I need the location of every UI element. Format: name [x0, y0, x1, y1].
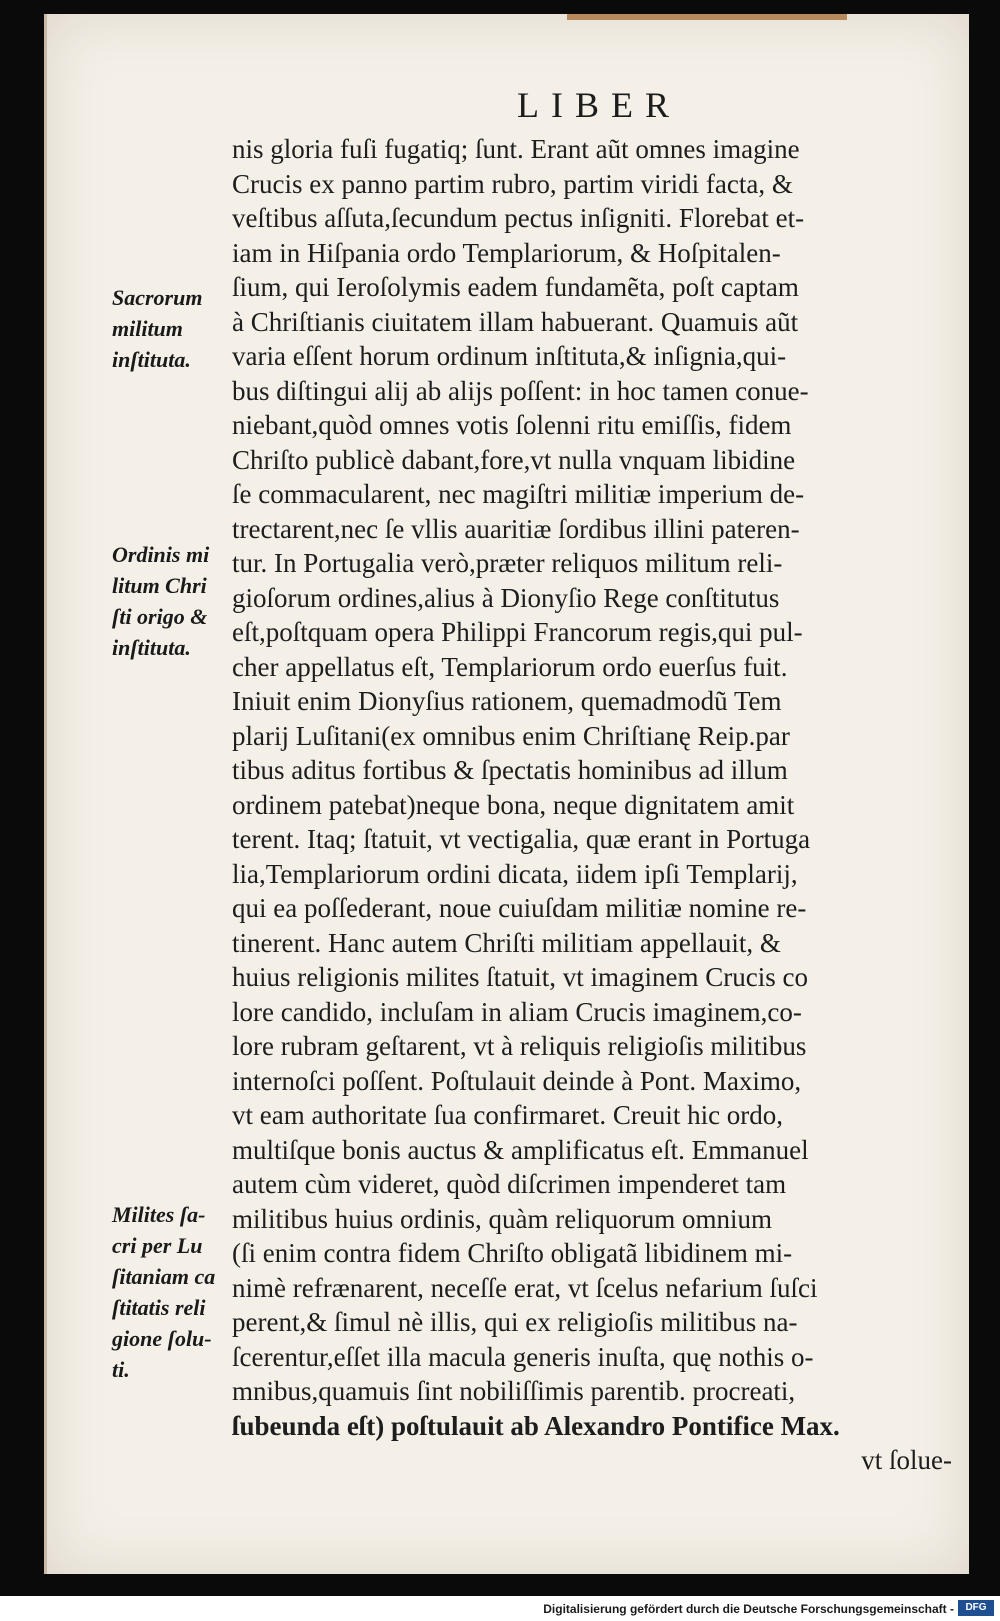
text-line: ordinem patebat)neque bona, neque dignitatem amit: [232, 789, 795, 820]
text-line: à Chriſtianis ciuitatem illam habuerant. Quamuis aũt: [232, 306, 799, 337]
book-page: [44, 14, 969, 1574]
text-line: terent. Itaq; ſtatuit, vt vectigalia, quæ erant in Portuga: [232, 824, 811, 854]
text-line: nimè refrænarent, neceſſe erat, vt ſcelus nefarium ſuſci: [232, 1272, 818, 1303]
text-line: perent,& ſimul nè illis, qui ex religioſis militibus na-: [232, 1307, 798, 1337]
margin-note-ordinis: Ordinis mi litum Chri ſti origo & inſtituta.: [112, 542, 210, 660]
text-line: Iniuit enim Dionyſius rationem, quemadmodũ Tem: [232, 686, 782, 716]
text-line: gioſorum ordines,alius à Dionyſio Rege conſtitutus: [232, 582, 780, 613]
digitization-footer: [0, 1596, 1000, 1621]
text-line: plarij Luſitani(ex omnibus enim Chriſtianę Reip.par: [232, 720, 790, 751]
dfg-logo: DFG: [958, 1600, 994, 1616]
text-line: niebant,quòd omnes votis ſolenni ritu emiſſis, fidem: [232, 410, 792, 440]
text-line: trectarent,nec ſe vllis auaritiæ ſordibus illini pateren-: [232, 513, 800, 544]
text-line: iam in Hiſpania ordo Templariorum, & Hoſpitalen-: [232, 237, 781, 268]
text-line: bus diſtingui alij ab alijs poſſent: in hoc tamen conue-: [232, 375, 809, 406]
text-line: mnibus,quamuis ſint nobiliſſimis parentib. procreati,: [232, 1376, 796, 1406]
text-line: militibus huius ordinis, quàm reliquorum omnium: [232, 1203, 772, 1234]
text-line: ſium, qui Ieroſolymis eadem fundamẽta, poſt captam: [232, 272, 799, 302]
text-line: Chriſto publicè dabant,fore,vt nulla vnquam libidine: [232, 444, 796, 475]
margin-note-sacrorum: Sacrorum militum inſtituta.: [112, 285, 203, 372]
running-head: LIBER: [517, 85, 681, 125]
body-text: [232, 132, 952, 1478]
text-line: (ſi enim contra fidem Chriſto obligatã libidinem mi-: [232, 1238, 793, 1268]
page-edge-stain: [567, 14, 847, 20]
text-line: lia,Templariorum ordini dicata, iidem ipſi Templarij,: [232, 858, 798, 889]
text-line: eſt,poſtquam opera Philippi Francorum regis,qui pul-: [232, 617, 803, 647]
text-line: internoſci poſſent. Poſtulauit deinde à Pont. Maximo,: [232, 1065, 802, 1096]
text-line: ſubeunda eſt) poſtulauit ab Alexandro Pontifice Max.: [232, 1410, 840, 1441]
catchword: vt ſolue-: [861, 1445, 952, 1475]
text-line: ſcerentur,eſſet illa macula generis inuſta, quę nothis o-: [232, 1341, 814, 1372]
text-line: tinerent. Hanc autem Chriſti militiam appellauit, &: [232, 927, 781, 958]
text-line: lore rubram geſtarent, vt à reliquis religioſis militibus: [232, 1031, 807, 1061]
text-line: veſtibus aſſuta,ſecundum pectus inſigniti. Florebat et-: [232, 203, 805, 233]
text-line: tibus aditus fortibus & ſpectatis hominibus ad illum: [232, 755, 788, 785]
text-line: nis gloria fuſi fugatiq; ſunt. Erant aũt omnes imagine: [232, 134, 800, 164]
text-line: Crucis ex panno partim rubro, partim viridi facta, &: [232, 168, 793, 199]
text-line: autem cùm videret, quòd diſcrimen impenderet tam: [232, 1169, 787, 1199]
text-line: qui ea poſſederant, noue cuiuſdam militiæ nomine re-: [232, 893, 807, 923]
text-line: cher appellatus eſt, Templariorum ordo euerſus fuit.: [232, 651, 788, 682]
text-line: huius religionis milites ſtatuit, vt imaginem Crucis co: [232, 962, 808, 992]
text-line: tur. In Portugalia verò,præter reliquos militum reli-: [232, 548, 783, 578]
text-line: lore candido, incluſam in aliam Crucis imaginem,co-: [232, 996, 802, 1027]
footer-credit: Digitalisierung gefördert durch die Deutsche Forschungsgemeinschaft -: [543, 1602, 954, 1616]
text-line: vt eam authoritate ſua confirmaret. Creuit hic ordo,: [232, 1100, 784, 1130]
text-line: ſe commacularent, nec magiſtri militiæ imperium de-: [232, 479, 805, 509]
text-line: varia eſſent horum ordinum inſtituta,& inſignia,qui-: [232, 341, 787, 371]
margin-note-milites: Milites ſa- cri per Lu ſitaniam ca ſtitatis reli gione ſolu- ti.: [112, 1202, 216, 1382]
text-line: multiſque bonis auctus & amplificatus eſt. Emmanuel: [232, 1134, 809, 1165]
